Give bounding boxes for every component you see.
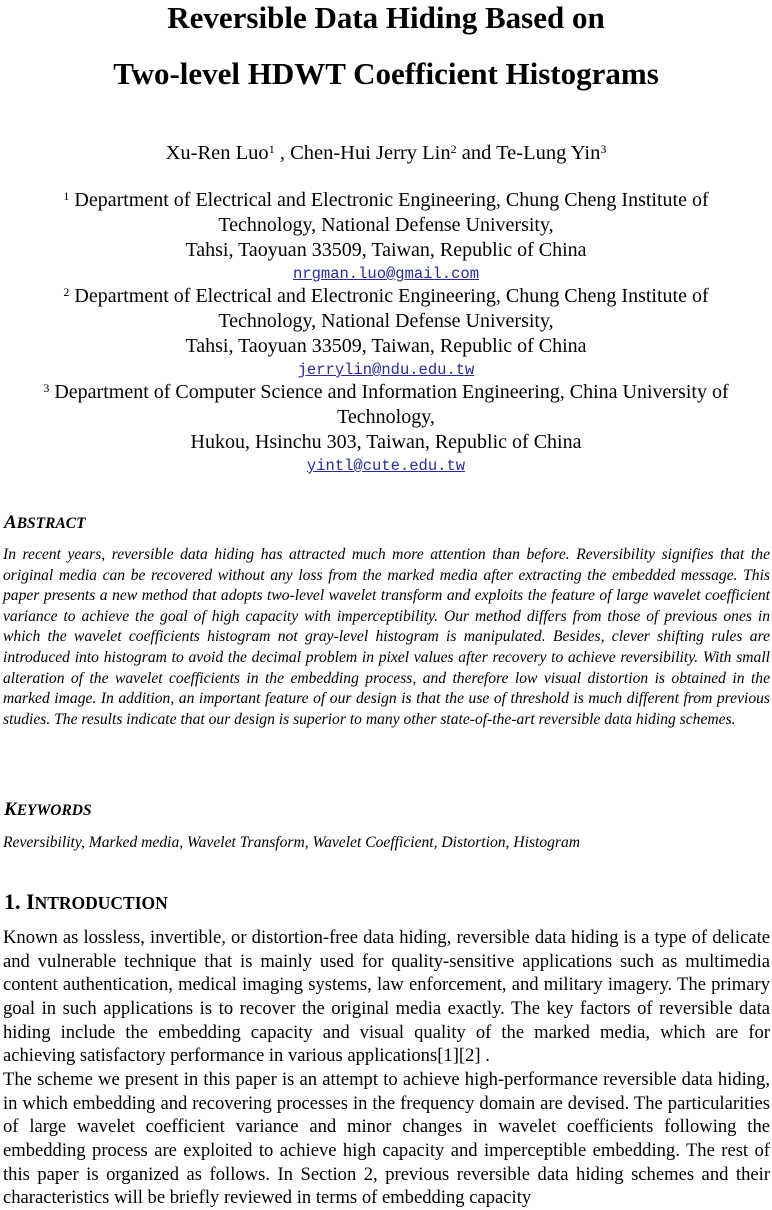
email-link[interactable]: jerrylin@ndu.edu.tw [297,361,475,379]
author-separator: and [456,142,497,164]
author-name: Chen-Hui Jerry Lin [290,142,451,164]
affiliation-3-line-1 [0,380,772,404]
introduction-paragraph: The scheme we present in this paper is an attempt to achieve high-performance reversible data hiding, in which embedding and recovering processes in the frequency domain are devised. The particularities of large wavelet coefficient variance and minor changes in wavelet coefficients following the embedding process are exploited to achieve high capacity and imperceptible embedding. The rest of this paper is organized as follows. In Section 2, previous reversible data hiding schemes and their characteristics will be briefly reviewed in terms of embedding capacity [3,1068,770,1209]
author-list [0,140,772,166]
affiliation-2-line-3: Tahsi, Taoyuan 33509, Taiwan, Republic of China [185,335,587,357]
heading-initial: A [4,512,17,533]
section-number: 1. [4,889,26,914]
author-name: Xu-Ren Luo [165,142,269,164]
abstract-heading [4,511,86,536]
author-affiliation-mark: 3 [600,142,607,156]
affiliation-1-line-1 [0,188,772,212]
keywords-heading [4,798,92,823]
email-link[interactable]: nrgman.luo@gmail.com [292,265,480,283]
affiliation-3-email [0,456,772,476]
affiliation-text: Department of Electrical and Electronic Engineering, Chung Cheng Institute of [74,189,709,211]
affiliation-2-line-2: Technology, National Defense University, [218,310,554,332]
introduction-body [3,926,770,1210]
heading-initial: I [26,889,35,914]
affiliation-mark: 3 [43,381,50,395]
affiliation-text: Department of Computer Science and Information Engineering, China University of [54,381,729,403]
affiliation-mark: 1 [63,189,70,203]
affiliation-2-email [0,360,772,380]
heading-rest: EYWORDS [16,802,92,819]
introduction-paragraph: Known as lossless, invertible, or distortion-free data hiding, reversible data hiding is a type of delicate and vulnerable technique that is mainly used for quality-sensitive applications such as multimedia content authentication, medical imaging systems, law enforcement, and military imagery. The primary goal in such applications is to recover the original media exactly. The key factors of reversible data hiding include the embedding capacity and visual quality of the marked media, which are for achieving satisfactory performance in various applications[1][2] . [3,927,770,1067]
paper-title-line-2: Two-level HDWT Coefficient Histograms [113,56,659,91]
introduction-heading [4,888,168,917]
abstract-text: In recent years, reversible data hiding has attracted much more attention than before. Reversibility signifies that the original media can be recovered without any loss from the marked media after extracting the embedded message. This paper presents a new method that adopts two-level wavelet transform and exploits the feature of large wavelet coefficient variance to achieve the goal of high capacity with imperceptibility. Our method differs from those of previous ones in which the wavelet coefficients histogram not gray-level histogram is manipulated. Besides, clever shifting rules are introduced into histogram to avoid the decimal problem in pixel values after recovery to achieve reversibility. With small alteration of the wavelet coefficients in the embedding process, and therefore low visual distortion is obtained in the marked image. In addition, an important feature of our design is that the use of threshold is much different from previous studies. The results indicate that our design is superior to many other state-of-the-art reversible data hiding schemes. [3,546,770,728]
affiliation-1-line-2: Technology, National Defense University, [218,214,554,236]
author-separator: , [274,142,291,164]
email-link[interactable]: yintl@cute.edu.tw [306,457,466,475]
affiliation-3-line-3: Hukou, Hsinchu 303, Taiwan, Republic of China [190,431,582,453]
author-name: Te-Lung Yin [496,142,601,164]
affiliation-mark: 2 [63,285,70,299]
affiliation-2-line-1 [0,284,772,308]
affiliation-3-line-2: Technology, [337,406,435,428]
heading-rest: NTRODUCTION [34,893,168,913]
affiliation-1-line-3: Tahsi, Taoyuan 33509, Taiwan, Republic of China [185,239,587,261]
heading-initial: K [4,799,17,820]
keywords-text: Reversibility, Marked media, Wavelet Transform, Wavelet Coefficient, Distortion, Histogram [3,834,581,851]
author-affiliation-mark: 1 [268,142,275,156]
affiliation-1-email [0,264,772,284]
paper-title-line-1: Reversible Data Hiding Based on [167,0,605,35]
heading-rest: BSTRACT [16,515,86,532]
affiliation-text: Department of Electrical and Electronic Engineering, Chung Cheng Institute of [74,285,709,307]
author-affiliation-mark: 2 [450,142,457,156]
